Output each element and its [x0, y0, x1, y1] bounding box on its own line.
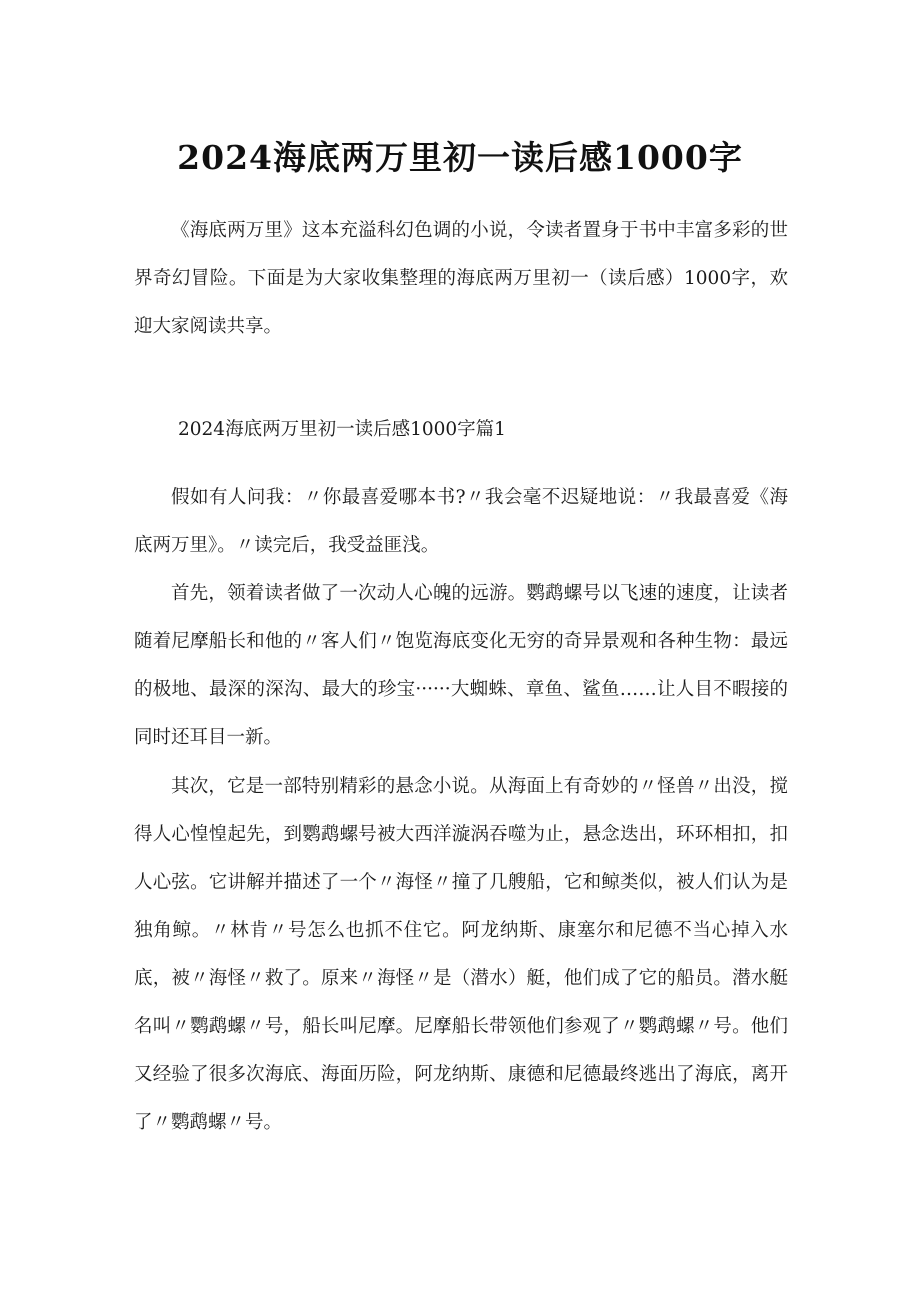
intro-paragraph: 《海底两万里》这本充溢科幻色调的小说，令读者置身于书中丰富多彩的世界奇幻冒险。下面是为大家收集整理的海底两万里初一（读后感）1000字，欢迎大家阅读共享。 — [134, 220, 788, 337]
body-paragraph-3: 其次，它是一部特别精彩的悬念小说。从海面上有奇妙的〃怪兽〃出没，搅得人心惶惶起先，到鹦鹉螺号被大西洋漩涡吞噬为止，悬念迭出，环环相扣，扣人心弦。它讲解并描述了一个〃海怪〃撞了几艘船，它和鲸类似，被人们认为是独角鲸。〃林肯〃号怎么也抓不住它。阿龙纳斯、康塞尔和尼德不当心掉入水底，被〃海怪〃救了。原来〃海怪〃是（潜水）艇，他们成了它的船员。潜水艇名叫〃鹦鹉螺〃号，船长叫尼摩。尼摩船长带领他们参观了〃鹦鹉螺〃号。他们又经验了很多次海底、海面历险，阿龙纳斯、康德和尼德最终逃出了海底，离开了〃鹦鹉螺〃号。 — [134, 776, 788, 1133]
body-paragraph-1: 假如有人问我：〃你最喜爱哪本书?〃我会毫不迟疑地说：〃我最喜爱《海底两万里》。〃读完后，我受益匪浅。 — [134, 487, 788, 556]
body-paragraph-2: 首先，领着读者做了一次动人心魄的远游。鹦鹉螺号以飞速的速度，让读者随着尼摩船长和他的〃客人们〃饱览海底变化无穷的奇异景观和各种生物：最远的极地、最深的深沟、最大的珍宝······大蜘蛛、章鱼、鲨鱼……让人目不暇接的同时还耳目一新。 — [134, 583, 788, 748]
section-heading: 2024海底两万里初一读后感1000字篇1 — [178, 419, 506, 440]
page-title: 2024海底两万里初一读后感1000字 — [177, 138, 743, 177]
